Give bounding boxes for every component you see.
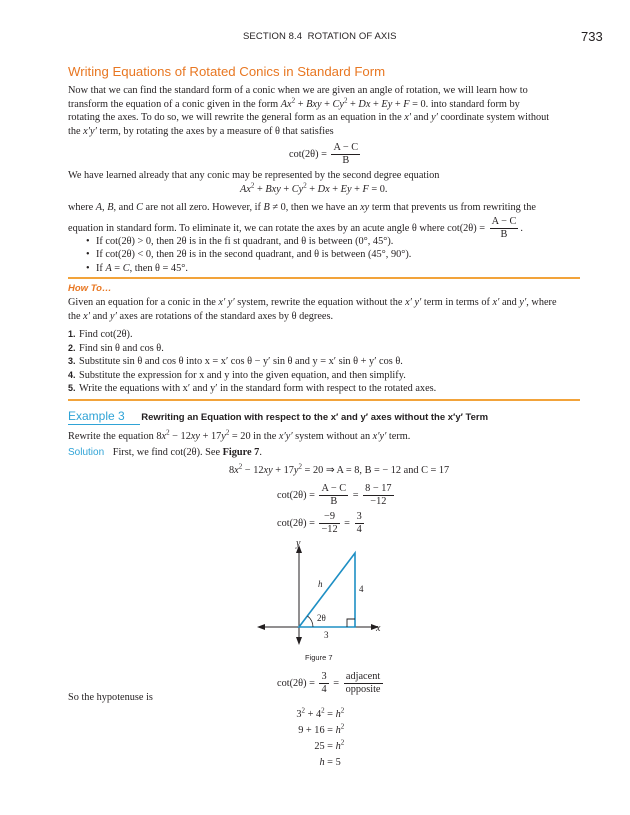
angle-label: 2θ [317,613,326,623]
example-underline [68,424,140,425]
y-axis-arrow-down [296,637,302,645]
opposite-side-label: 4 [359,584,364,594]
hypotenuse-label: h [318,579,323,589]
cot-conditions-list [86,235,566,275]
list-item: • If cot(2θ) < 0, then 2θ is in the second quadrant, and θ is between (45°, 90°). [86,248,566,261]
example-header [68,409,488,423]
howto-prompt: Given an equation for a conic in the x′ y′ system, rewrite the equation without the x′ y′ term in terms of x′ and y′, where the x′ and y′ axes are rotations of the standard axes by θ degrees. [68,297,557,322]
list-item: 5. Write the equations with x′ and y′ in the standard form with respect to the rotated axes. [68,383,437,394]
figure-reference: Figure 7 [222,447,260,458]
y-axis-label: y [296,538,301,549]
equation-cot-value: cot(2θ) = $\frac{-9}{-12}$ = $\frac{3}{4}$ [277,511,362,535]
howto-label: How To… [68,283,112,294]
hypotenuse-sentence: So the hypotenuse is [68,692,153,703]
figure-7-triangle-diagram [255,535,395,650]
example-problem: Rewrite the equation $8x^2 - 12xy + 17y^2 = 20$ in the x′y′ system without an x′y′ term. [68,428,411,442]
list-item: • If A = C, then θ = 45°. [86,262,566,275]
general-equation: $Ax^2$ + Bxy + $Cy^2 + Dx + Ey + F = 0$. [240,181,388,195]
section-title: ROTATION OF AXIS [307,31,397,42]
howto-top-rule [68,277,580,279]
equation-cot-definition: cot(2θ) = $\frac{A - C}{B}$ [289,142,359,166]
example-title: Rewriting an Equation with respect to the x′ and y′ axes without the x′y′ Term [141,412,489,423]
page-number: 733 [581,29,603,44]
x-axis-arrow-left [257,624,265,630]
list-item: 1. Find cot(2θ). [68,329,133,340]
howto-bottom-rule [68,399,580,401]
right-angle-marker [347,619,355,627]
list-item: 4. Substitute the expression for x and y into the given equation, and then simplify. [68,369,406,381]
x-axis-label: x [376,623,381,634]
angle-arc [307,616,313,627]
solution-label: Solution [68,447,105,458]
howto-steps [68,328,580,396]
second-degree-paragraph: We have learned already that any conic may be represented by the second degree equation [68,170,440,181]
section-number: SECTION 8.4 [243,31,303,42]
equation-coefficients: $8x^2 - 12xy + 17y^2 = 20$ ⇒ A = 8, B = − 12 and C = 17 [229,462,450,476]
figure-caption: Figure 7 [305,653,333,662]
adjacent-side-label: 3 [324,630,329,640]
list-item: 3. Substitute sin θ and cos θ into x = x′ cos θ − y′ sin θ and y = x′ sin θ + y′ cos θ. [68,356,403,367]
section-heading: Writing Equations of Rotated Conics in Standard Form [68,64,386,79]
list-item: 2. Find sin θ and cos θ. [68,342,164,354]
intro-paragraph: Now that we can find the standard form of a conic when we are given an angle of rotation, we will learn how to transform the equation of a conic given in the form $Ax^2$ + Bxy + $Cy^2 + Dx + Ey + F = 0$. into standard form by rotating the axes. To do so, we will rewrite the general form as an equation in the x′ and y′ coordinate system without the x′y′ term, by rotating the axes by a measure of θ that satisfies [68,85,550,137]
equation-cot-substitute: cot(2θ) = $\frac{A - C}{B}$ = $\frac{8 - 17}{-12}$ [277,483,392,507]
pythagorean-steps: $3^2 + 4^2 = h^2$ $9 + 16 = h^2$ $25 = h^2$ h = 5 [296,706,345,768]
list-item: • If cot(2θ) > 0, then 2θ is in the fi st quadrant, and θ is between (0°, 45°). [86,235,566,248]
solution-intro: Solution First, we find cot(2θ). See Figure 7. [68,447,262,458]
equation-adjacent-opposite: cot(2θ) = $\frac{3}{4}$ = $\frac{\text{adjacent}}{\text{opposite}}$ [277,671,381,695]
elimination-paragraph: where A, B, and C are not all zero. However, if B ≠ 0, then we have an xy term that prevents us from rewriting the equation in standard form. To eliminate it, we can rotate the axes by an acute angle θ where cot(2θ) = $\frac{A - C}{B}$ . [68,202,536,240]
example-label: Example 3 [68,409,125,423]
running-header [243,31,397,42]
